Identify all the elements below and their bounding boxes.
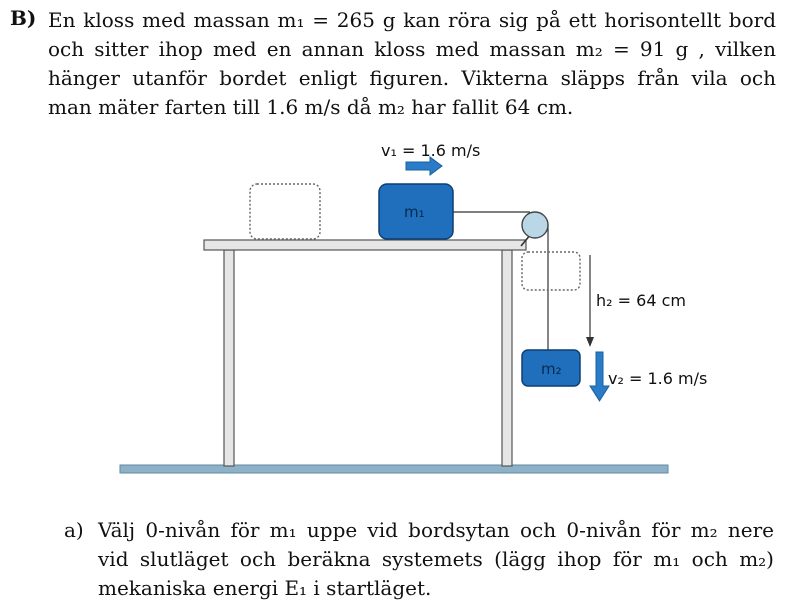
problem-label: B) xyxy=(10,6,37,30)
physics-figure xyxy=(0,130,800,490)
question-line-2: vid slutläget och beräkna systemets (lägg ihop för m₁ och m₂) xyxy=(98,547,774,571)
table-leg-right xyxy=(502,250,512,466)
h2-label: h₂ = 64 cm xyxy=(596,291,686,310)
h2-arrow-head xyxy=(586,337,594,347)
v2-arrow xyxy=(590,352,609,401)
question-line-3: mekaniska energi E₁ i startläget. xyxy=(98,576,432,600)
figure-svg xyxy=(0,130,800,490)
question-text xyxy=(98,516,774,603)
table-leg-left xyxy=(224,250,234,466)
m1-start-outline xyxy=(250,184,320,239)
problem-line-1: En kloss med massan m₁ = 265 g kan röra sig på ett horisontellt bord xyxy=(48,8,776,32)
floor xyxy=(120,465,668,473)
problem-text xyxy=(48,6,776,122)
m2-start-outline xyxy=(522,252,580,290)
v2-label: v₂ = 1.6 m/s xyxy=(608,369,708,388)
problem-line-3: hänger utanför bordet enligt figuren. Vikterna släpps från vila och xyxy=(48,66,776,90)
table-top xyxy=(204,240,526,250)
question-label: a) xyxy=(64,518,84,542)
question-line-1: Välj 0-nivån för m₁ uppe vid bordsytan och 0-nivån för m₂ nere xyxy=(98,518,774,542)
m1-label: m₁ xyxy=(404,203,425,221)
v1-label: v₁ = 1.6 m/s xyxy=(381,141,481,160)
pulley xyxy=(522,212,548,238)
problem-line-4: man mäter farten till 1.6 m/s då m₂ har fallit 64 cm. xyxy=(48,95,574,119)
problem-line-2: och sitter ihop med en annan kloss med massan m₂ = 91 g , vilken xyxy=(48,37,776,61)
m2-label: m₂ xyxy=(541,360,562,378)
